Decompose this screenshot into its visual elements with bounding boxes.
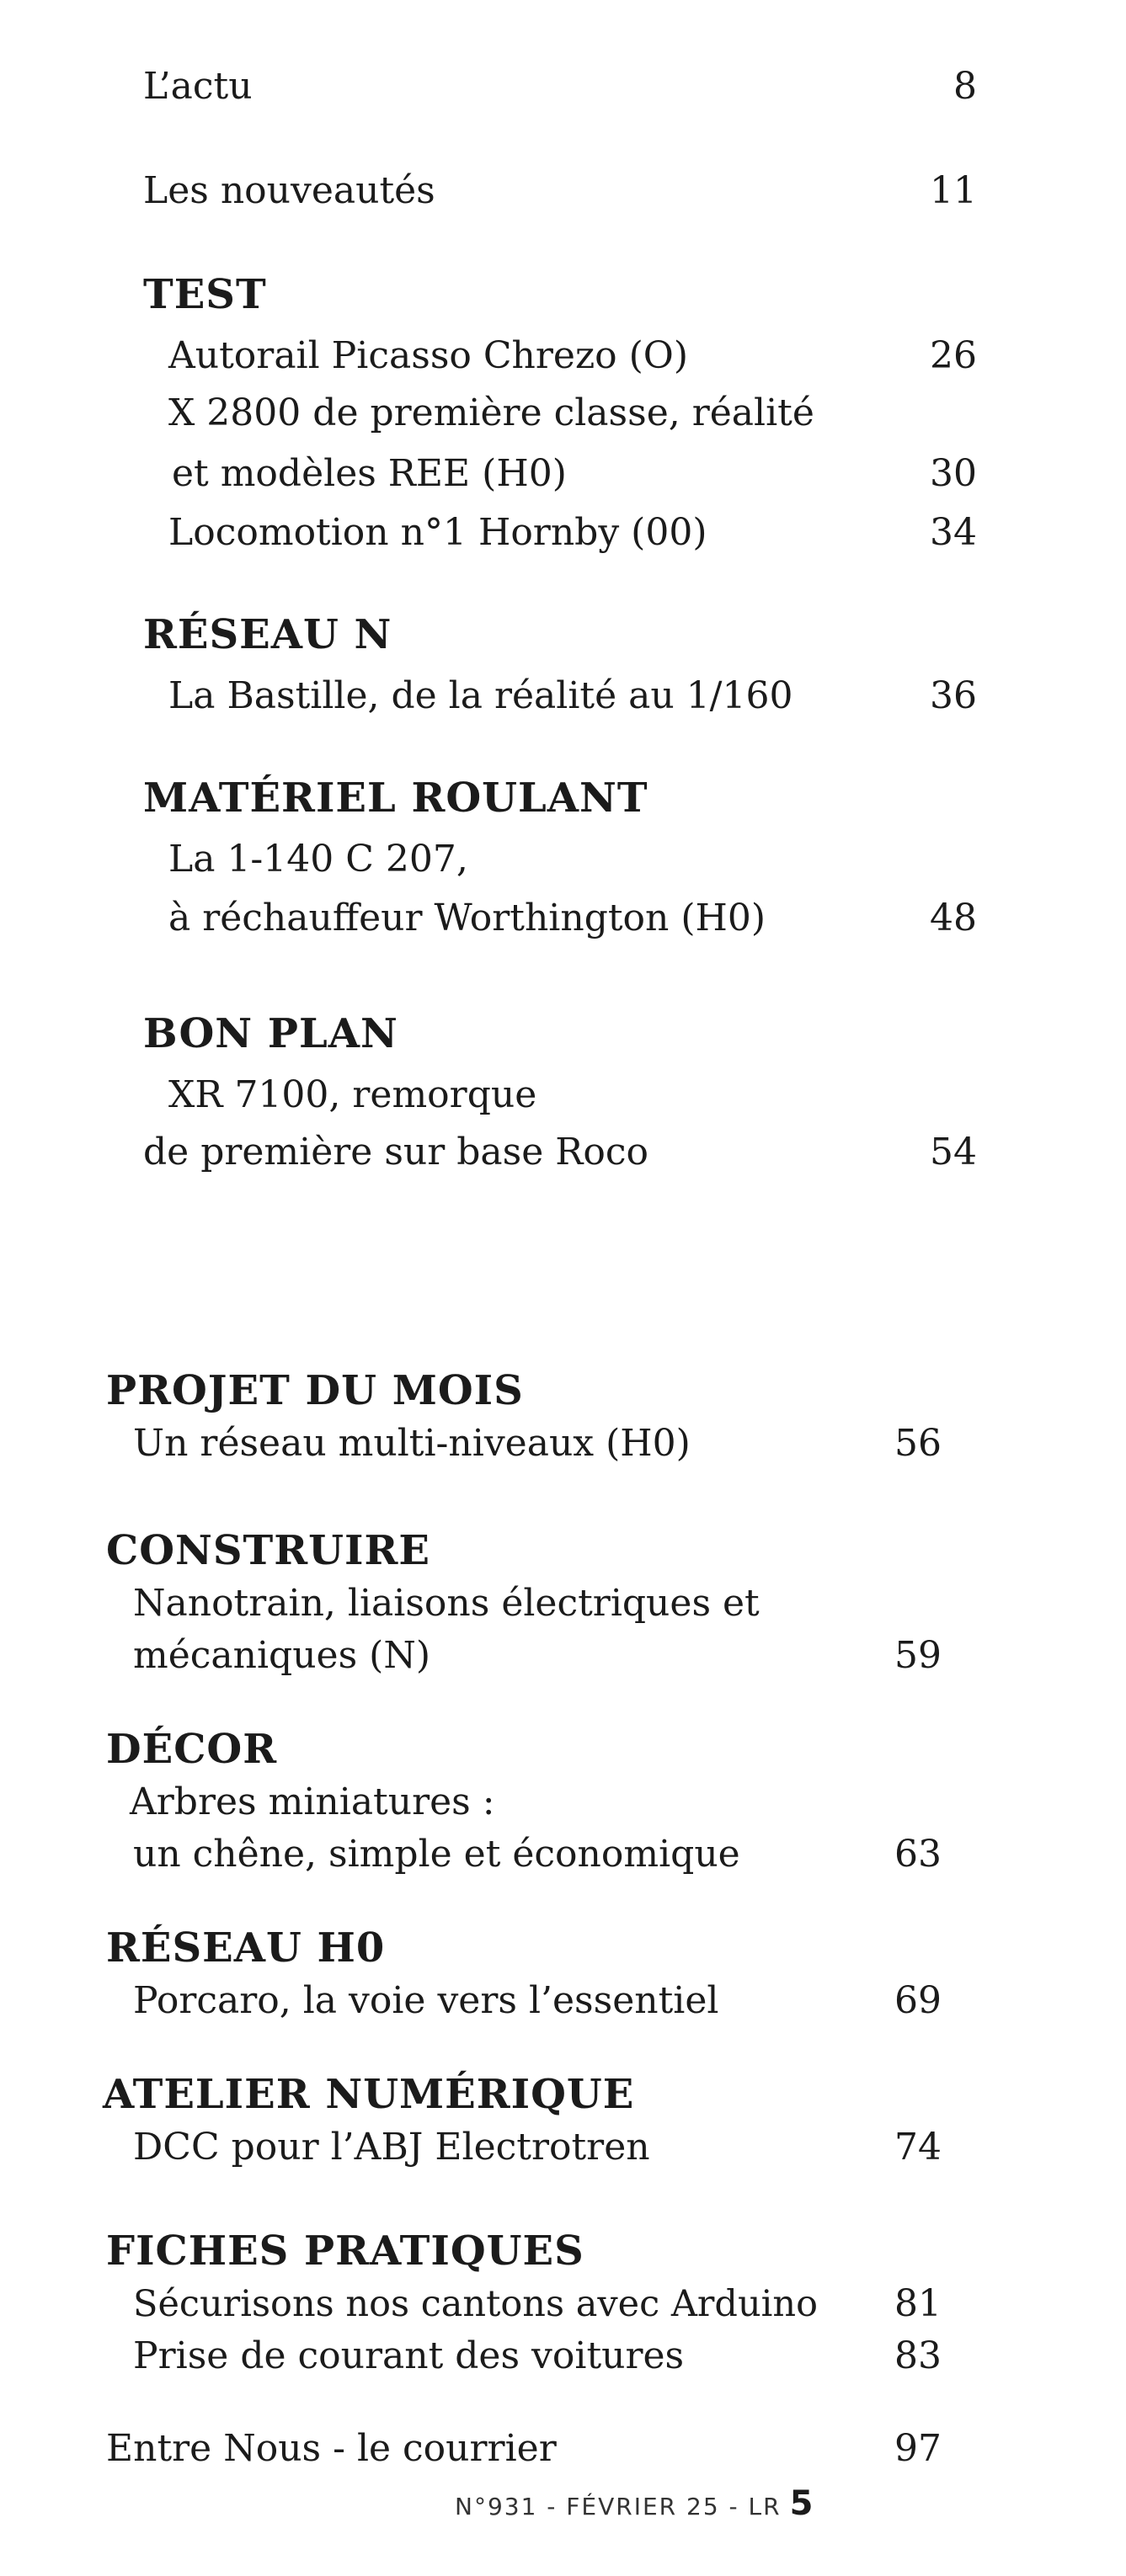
entry-page: 56 <box>894 1422 942 1465</box>
section-heading: DÉCOR <box>106 1726 278 1773</box>
entry-title: Porcaro, la voie vers l’essentiel <box>133 1979 719 2022</box>
entry-page: 30 <box>930 452 977 495</box>
entry-title: Les nouveautés <box>143 169 435 212</box>
issue-info: N°931 - FÉVRIER 25 - LR <box>455 2493 782 2520</box>
section-heading: RÉSEAU H0 <box>106 1924 386 1972</box>
section-heading: CONSTRUIRE <box>106 1527 430 1574</box>
page-footer <box>455 2483 814 2527</box>
entry-title: La Bastille, de la réalité au 1/160 <box>168 674 793 717</box>
entry-page: 83 <box>894 2334 942 2377</box>
entry-title: Autorail Picasso Chrezo (O) <box>168 334 689 377</box>
entry-page: 97 <box>894 2427 942 2470</box>
entry-title: Sécurisons nos cantons avec Arduino <box>133 2283 818 2325</box>
entry-title: Prise de courant des voitures <box>133 2334 685 2377</box>
section-heading: MATÉRIEL ROULANT <box>143 774 648 822</box>
entry-title: La 1-140 C 207, <box>168 838 468 881</box>
entry-title: mécaniques (N) <box>133 1634 430 1677</box>
entry-page: 11 <box>930 169 977 212</box>
entry-page: 36 <box>930 674 977 717</box>
entry-title: Un réseau multi-niveaux (H0) <box>133 1422 691 1465</box>
entry-page: 34 <box>930 511 977 554</box>
section-heading: RÉSEAU N <box>143 611 392 658</box>
entry-page: 26 <box>930 334 977 377</box>
entry-title: L’actu <box>143 65 253 108</box>
entry-title: Locomotion n°1 Hornby (00) <box>168 511 707 554</box>
page-number: 5 <box>789 2484 815 2523</box>
entry-title: un chêne, simple et économique <box>133 1833 740 1876</box>
section-heading: BON PLAN <box>143 1010 398 1057</box>
entry-title: Entre Nous - le courrier <box>106 2427 557 2470</box>
entry-page: 63 <box>894 1833 942 1876</box>
section-heading: PROJET DU MOIS <box>106 1367 524 1414</box>
entry-title: de première sur base Roco <box>143 1131 649 1174</box>
section-heading: FICHES PRATIQUES <box>106 2227 584 2275</box>
entry-title: DCC pour l’ABJ Electrotren <box>133 2126 650 2169</box>
entry-page: 48 <box>930 897 977 939</box>
entry-title: Nanotrain, liaisons électriques et <box>133 1582 760 1625</box>
entry-page: 74 <box>894 2126 942 2169</box>
section-heading: TEST <box>143 271 267 318</box>
entry-page: 69 <box>894 1979 942 2022</box>
entry-title: et modèles REE (H0) <box>172 452 567 495</box>
entry-page: 54 <box>930 1131 977 1174</box>
entry-title: Arbres miniatures : <box>130 1780 495 1823</box>
entry-page: 8 <box>953 65 977 108</box>
entry-page: 59 <box>894 1634 942 1677</box>
entry-title: X 2800 de première classe, réalité <box>168 391 814 434</box>
entry-title: à réchauffeur Worthington (H0) <box>168 897 766 939</box>
entry-page: 81 <box>894 2282 942 2325</box>
section-heading: ATELIER NUMÉRIQUE <box>103 2071 635 2118</box>
entry-title: XR 7100, remorque <box>168 1073 537 1116</box>
